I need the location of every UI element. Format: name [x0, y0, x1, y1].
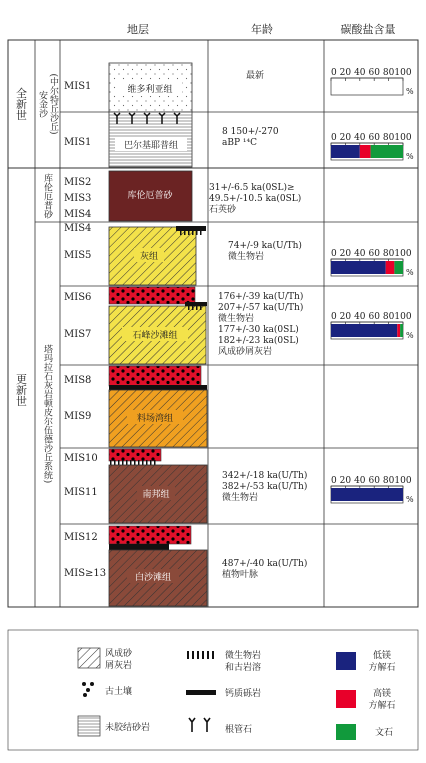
legend-paleosol: 古土壤 — [105, 687, 133, 697]
header-age: 年龄 — [251, 23, 273, 36]
age-label: 49.5+/-10.5 ka(0SL) — [209, 194, 302, 204]
unit-label: 灰组 — [139, 252, 159, 262]
tick-label: 0 — [331, 133, 337, 143]
legend-high-mg-2: 方解石 — [368, 701, 396, 711]
age-label: 最新 — [245, 71, 265, 81]
legend-unconsolidated: 未胶结砂岩 — [105, 723, 151, 733]
age-label: 31+/-6.5 ka(0SL)≥ — [209, 183, 295, 193]
carbonate-chart — [331, 133, 414, 161]
unit-label: 南邦组 — [142, 490, 170, 500]
legend-aragonite: 文石 — [375, 728, 394, 738]
group-kulunisa: 库伦厄普砂 — [42, 173, 52, 219]
tick-label: 80 — [382, 312, 395, 322]
group-anjin-2: (中尔特丘沙丘) — [48, 73, 58, 135]
unit-label: 石峰沙滩组 — [132, 331, 178, 341]
age-label: 207+/-57 ka(U/Th) — [218, 303, 304, 313]
tick-label: 40 — [354, 476, 366, 486]
unit-label: 维多利亚组 — [127, 85, 173, 95]
age-labels — [209, 69, 307, 580]
tick-label: 100 — [394, 133, 412, 143]
header-stratum: 地层 — [127, 23, 149, 36]
mis-label: MIS6 — [64, 292, 92, 303]
tick-label: 0 — [331, 249, 337, 259]
bar-aragonite — [400, 324, 403, 337]
age-label: 382+/-53 ka(U/Th) — [222, 482, 308, 492]
tick-label: 40 — [354, 68, 366, 78]
age-label: 微生物岩 — [218, 314, 255, 324]
bar-low_mg — [331, 488, 403, 501]
unit-shifeng — [109, 287, 207, 364]
age-label: 石英砂 — [209, 205, 237, 215]
age-label: 风成砂屑灰岩 — [218, 347, 273, 357]
legend-eolian-1: 风成砂 — [105, 649, 133, 659]
unit-label: 料场湾组 — [136, 414, 174, 424]
tick-label: 20 — [339, 249, 352, 259]
group-anjin-1: 安金沙 — [37, 90, 47, 118]
tick-label: 80 — [382, 476, 395, 486]
unit-label: 库伦厄普砂 — [127, 191, 173, 201]
legend-eolian-2: 屑灰岩 — [105, 661, 133, 671]
mis-label: MIS≥13 — [64, 568, 107, 579]
legend-high-mg-1: 高镁 — [372, 689, 392, 699]
tick-label: 0 — [331, 312, 337, 322]
tick-label: 100 — [394, 249, 412, 259]
unit-baerjiye — [109, 112, 192, 167]
unit-kulunisa — [109, 171, 192, 221]
age-label: 74+/-9 ka(U/Th) — [228, 241, 302, 251]
legend-low-mg-2: 方解石 — [368, 663, 396, 673]
mis-label: MIS8 — [64, 375, 92, 386]
tick-label: 20 — [339, 68, 352, 78]
tick-label: 20 — [339, 476, 352, 486]
mis-label: MIS4 — [64, 223, 92, 234]
tick-label: 80 — [382, 133, 395, 143]
carbonate-chart — [331, 476, 414, 504]
tick-label: 80 — [382, 68, 395, 78]
age-label: 8 150+/-270 — [222, 127, 279, 137]
tick-label: 100 — [394, 312, 412, 322]
mis-label: MIS1 — [64, 81, 92, 92]
legend-swatch-paleosol — [82, 682, 94, 697]
legend-microbialite-1: 微生物岩 — [225, 651, 262, 661]
age-label: 植物叶脉 — [222, 570, 259, 580]
mis-label: MIS2 — [64, 177, 92, 188]
carbonate-chart — [331, 249, 414, 277]
mis-label: MIS5 — [64, 250, 92, 261]
mis-label: MIS9 — [64, 411, 92, 422]
legend-microbialite-2: 和古岩溶 — [225, 663, 262, 673]
tick-label: 60 — [368, 476, 380, 486]
tick-label: 60 — [368, 68, 380, 78]
unit-hui — [109, 226, 206, 285]
age-label: 487+/-40 ka(U/Th) — [222, 559, 308, 569]
age-label: aBP ¹⁴C — [222, 138, 257, 148]
bar-low_mg — [331, 261, 386, 274]
carbonate-chart — [331, 68, 414, 96]
unit-percent: % — [406, 495, 414, 504]
legend-swatch-low-mg — [336, 652, 356, 670]
age-label: 微生物岩 — [222, 493, 259, 503]
tick-label: 0 — [331, 68, 337, 78]
tick-label: 40 — [354, 249, 366, 259]
legend — [8, 630, 418, 750]
tick-label: 40 — [354, 133, 366, 143]
tick-label: 0 — [331, 476, 337, 486]
unit-victoria — [109, 63, 192, 112]
tick-label: 60 — [368, 249, 380, 259]
unit-percent: % — [406, 268, 414, 277]
legend-low-mg-1: 低镁 — [372, 651, 392, 661]
unit-percent: % — [406, 152, 414, 161]
unit-percent: % — [406, 87, 414, 96]
unit-nanbang — [109, 449, 207, 523]
tick-label: 20 — [339, 133, 352, 143]
unit-baisha — [109, 526, 207, 606]
mis-label: MIS12 — [64, 532, 98, 543]
legend-swatch-high-mg — [336, 690, 356, 708]
unit-percent: % — [406, 331, 414, 340]
mis-label: MIS1 — [64, 137, 92, 148]
mis-labels — [64, 81, 106, 579]
tick-label: 100 — [394, 476, 412, 486]
epoch-pleistocene: 更新世 — [14, 373, 28, 407]
tick-label: 100 — [394, 68, 412, 78]
tick-label: 80 — [382, 249, 395, 259]
tick-label: 20 — [339, 312, 352, 322]
legend-swatch-rhizolith — [189, 718, 210, 732]
mis-label: MIS7 — [64, 329, 92, 340]
age-label: 342+/-18 ka(U/Th) — [222, 471, 308, 481]
group-tamala: 塔玛拉石灰岩顿皮尔伍德沙丘系统) — [42, 344, 52, 484]
mis-label: MIS11 — [64, 487, 98, 498]
bar-low_mg — [331, 145, 360, 158]
unit-label: 白沙滩组 — [134, 573, 172, 583]
age-label: 176+/-39 ka(U/Th) — [218, 292, 304, 302]
tick-label: 60 — [368, 312, 380, 322]
bar-high_mg — [397, 324, 400, 337]
legend-rhizolith: 根管石 — [225, 725, 253, 735]
legend-calcrete: 钙质砾岩 — [225, 689, 262, 699]
age-label: 177+/-30 ka(0SL) — [218, 325, 299, 335]
unit-liaochang — [109, 366, 207, 447]
bar-high_mg — [360, 145, 371, 158]
age-label: 微生物岩 — [228, 252, 265, 262]
legend-swatch-aragonite — [336, 724, 356, 740]
tick-label: 60 — [368, 133, 380, 143]
table-frame — [8, 40, 418, 607]
legend-swatch-microbialite — [187, 651, 214, 659]
epoch-holocene: 全新世 — [14, 87, 28, 121]
header-carbonate: 碳酸盐含量 — [340, 23, 396, 36]
mis-label: MIS10 — [64, 453, 98, 464]
bar-high_mg — [386, 261, 395, 274]
bar-aragonite — [394, 261, 403, 274]
tick-label: 40 — [354, 312, 366, 322]
bar-low_mg — [331, 324, 397, 337]
unit-label: 巴尔基耶普组 — [123, 141, 179, 151]
chart-frame — [331, 78, 403, 95]
bar-aragonite — [371, 145, 403, 158]
mis-label: MIS3 — [64, 193, 92, 204]
age-label: 182+/-23 ka(0SL) — [218, 336, 299, 346]
mis-label: MIS4 — [64, 209, 92, 220]
carbonate-chart — [331, 312, 414, 340]
legend-swatch-calcrete — [186, 690, 216, 695]
